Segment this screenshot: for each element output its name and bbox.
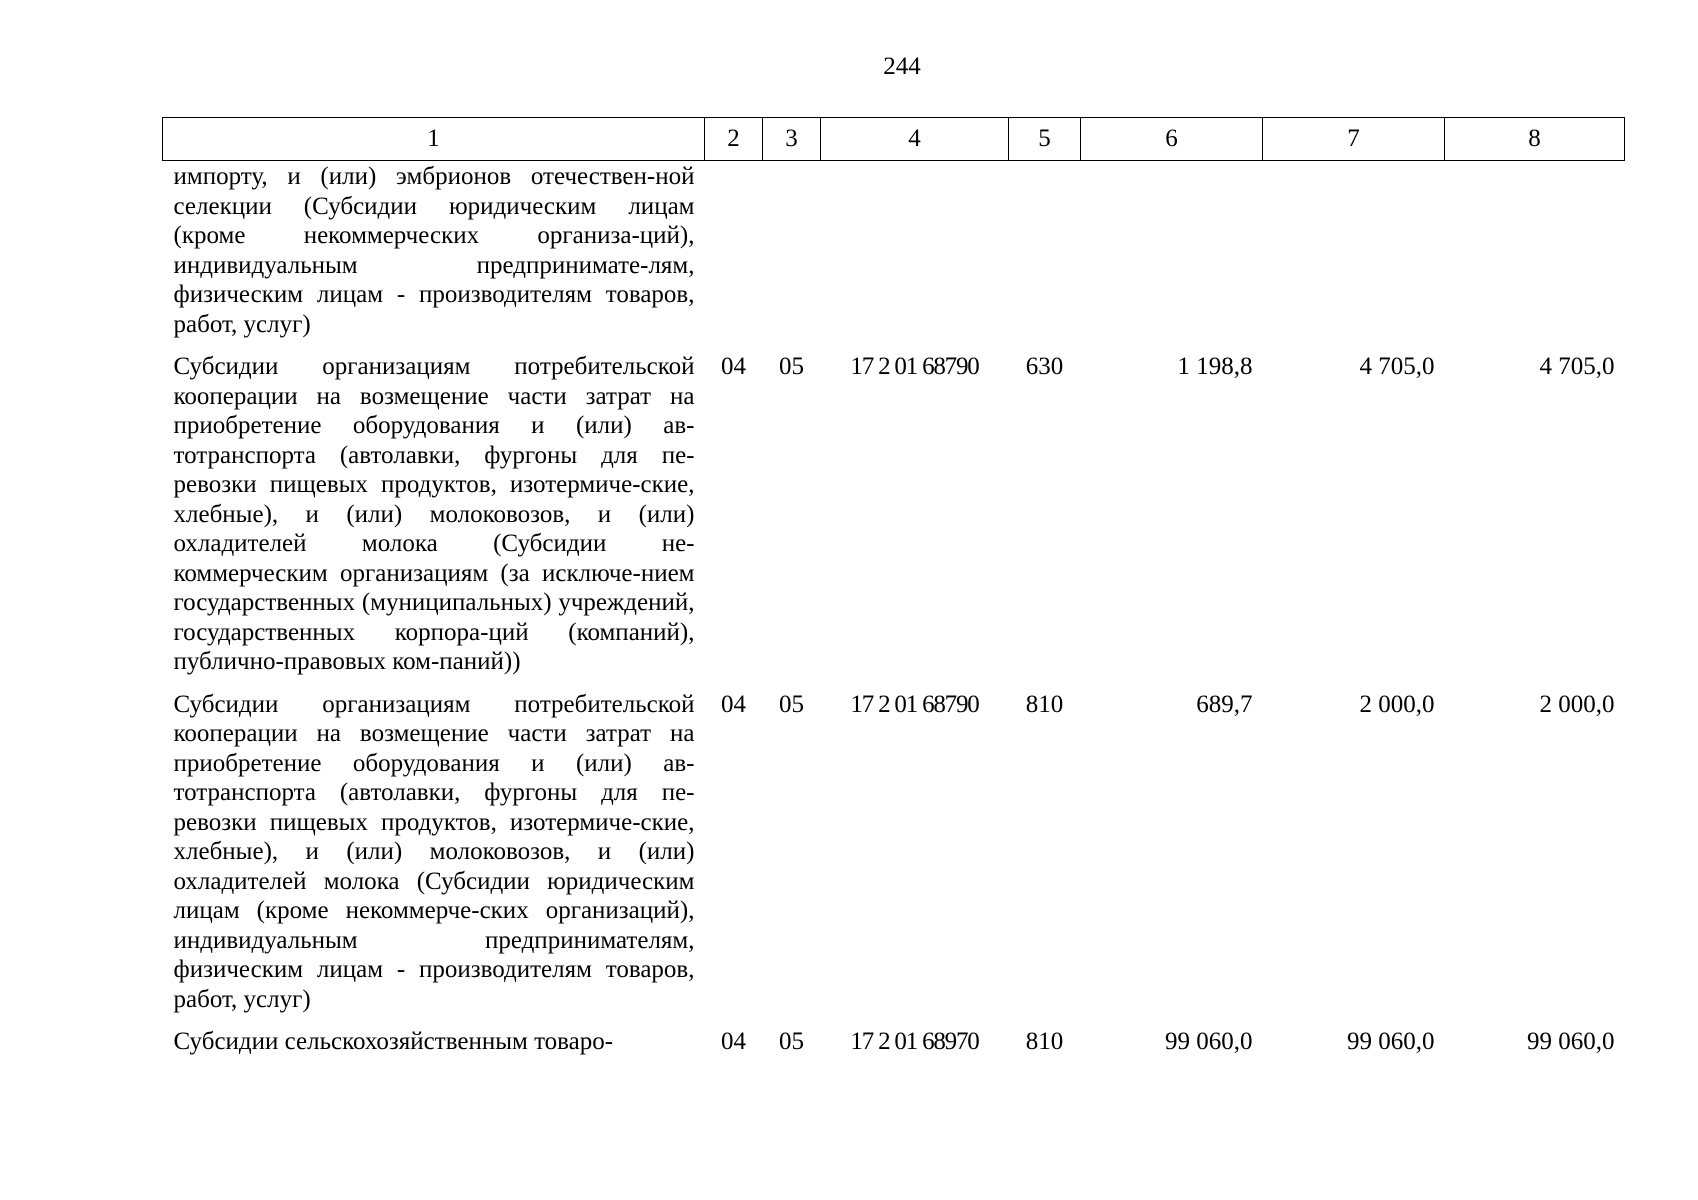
row-subsection: 05 bbox=[779, 353, 804, 380]
row-name: Субсидии сельскохозяйственным товаро- bbox=[173, 1028, 614, 1055]
table-row bbox=[163, 161, 1625, 342]
row-amount-col6: 99 060,0 bbox=[1165, 1028, 1253, 1055]
row-amount-col7: 2 000,0 bbox=[1359, 690, 1435, 718]
table-row bbox=[163, 341, 1625, 679]
row-amount-col7: 99 060,0 bbox=[1347, 1028, 1435, 1055]
row-subsection: 05 bbox=[779, 690, 804, 718]
budget-table bbox=[162, 117, 1625, 1059]
row-target-article: 17 2 01 68790 bbox=[850, 690, 979, 718]
row-expense-type: 810 bbox=[1025, 690, 1064, 718]
row-amount-col8: 99 060,0 bbox=[1527, 1028, 1615, 1055]
row-amount-col6 bbox=[1081, 161, 1263, 342]
row-expense-type: 810 bbox=[1025, 1028, 1064, 1055]
row-target-article: 17 2 01 68790 bbox=[850, 353, 979, 380]
row-expense-type: 630 bbox=[1025, 353, 1064, 380]
table-row bbox=[163, 1016, 1625, 1059]
row-amount-col7 bbox=[1263, 161, 1445, 342]
row-section: 04 bbox=[721, 690, 746, 718]
row-amount-col6: 1 198,8 bbox=[1177, 353, 1253, 380]
header-col-3: 3 bbox=[763, 118, 821, 161]
row-expense-type bbox=[1009, 161, 1081, 342]
header-col-2: 2 bbox=[705, 118, 763, 161]
row-target-article bbox=[821, 161, 1009, 342]
header-row bbox=[163, 118, 1625, 161]
table-header bbox=[163, 118, 1625, 161]
row-target-article: 17 2 01 68970 bbox=[850, 1028, 979, 1055]
row-amount-col8 bbox=[1445, 161, 1625, 342]
row-amount-col7: 4 705,0 bbox=[1359, 353, 1435, 380]
page-number: 244 bbox=[883, 53, 921, 80]
row-name: Субсидии организациям потребительской кооперации на возмещение части затрат на приобретение оборудования и (или) ав-тотранспорта (автолавки, фургоны для пе-ревозки пищевых продуктов, изотермиче-ские, хлебные), и (или) молоковозов, и (или) охладителей молока (Субсидии не-коммерческим организациям (за исключе-нием государственных (муниципальных) учреждений, государственных корпора-ций (компаний), публично-правовых ком-паний)) bbox=[173, 353, 695, 675]
header-col-4: 4 bbox=[821, 118, 1009, 161]
row-amount-col8: 2 000,0 bbox=[1539, 690, 1615, 718]
table-body bbox=[163, 161, 1625, 1059]
header-col-5: 5 bbox=[1009, 118, 1081, 161]
row-name: Субсидии организациям потребительской кооперации на возмещение части затрат на приобретение оборудования и (или) ав-тотранспорта (автолавки, фургоны для пе-ревозки пищевых продуктов, изотермиче-ские, хлебные), и (или) молоковозов, и (или) охладителей молока (Субсидии юридическим лицам (кроме некоммерче-ских организаций), индивидуальным предпринимателям, физическим лицам - производителям товаров, работ, услуг) bbox=[173, 690, 695, 1013]
row-section: 04 bbox=[721, 1028, 746, 1055]
header-col-7: 7 bbox=[1263, 118, 1445, 161]
table-row bbox=[163, 679, 1625, 1017]
row-section: 04 bbox=[721, 353, 746, 380]
row-amount-col6: 689,7 bbox=[1196, 690, 1253, 718]
header-col-1: 1 bbox=[163, 118, 705, 161]
row-name: импорту, и (или) эмбрионов отечествен-ной селекции (Субсидии юридическим лицам (кроме некоммерческих организа-ций), индивидуальным предпринимате-лям, физическим лицам - производителям товаров, работ, услуг) bbox=[173, 163, 695, 338]
header-col-6: 6 bbox=[1081, 118, 1263, 161]
row-section bbox=[705, 161, 763, 342]
row-amount-col8: 4 705,0 bbox=[1539, 353, 1615, 380]
header-col-8: 8 bbox=[1445, 118, 1625, 161]
row-subsection: 05 bbox=[779, 1028, 804, 1055]
row-subsection bbox=[763, 161, 821, 342]
